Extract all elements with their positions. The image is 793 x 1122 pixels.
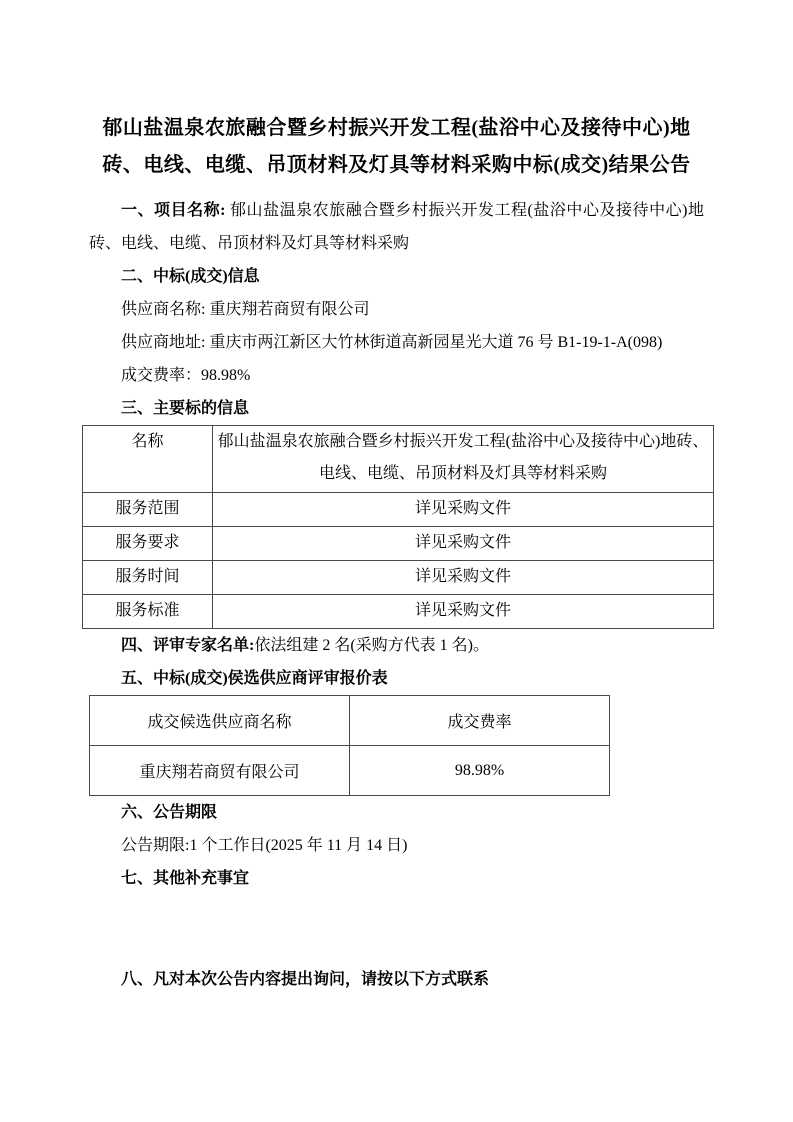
table-row [83, 527, 714, 561]
deal-rate-line [89, 359, 704, 392]
section-1-project-name [89, 194, 704, 260]
deal-rate-value: 98.98% [201, 367, 251, 384]
blank-space [89, 895, 704, 963]
section-3-heading: 三、主要标的信息 [121, 400, 250, 417]
announcement-period-line: 公告期限:1 个工作日(2025 年 11 月 14 日) [121, 837, 408, 854]
section-4-body: 依法组建 2 名(采购方代表 1 名)。 [254, 637, 490, 654]
deal-rate-label: 成交费率： [121, 367, 202, 384]
supplier-name-value: 重庆翔若商贸有限公司 [209, 301, 370, 318]
table-row [83, 561, 714, 595]
subject-row-label: 服务标准 [83, 595, 213, 629]
subject-info-table [82, 425, 714, 629]
candidate-name-cell: 重庆翔若商贸有限公司 [90, 746, 350, 796]
supplier-address-value: 重庆市两江新区大竹林街道高新园星光大道 76 号 B1-19-1-A(098) [209, 334, 663, 351]
section-4-experts-line [89, 629, 704, 662]
table-row [90, 746, 610, 796]
document-title [89, 110, 704, 184]
subject-row-label: 服务时间 [83, 561, 213, 595]
subject-row-label: 名称 [83, 426, 213, 493]
section-5-heading: 五、中标(成交)侯选供应商评审报价表 [121, 670, 388, 687]
section-1-label: 一、项目名称: [121, 202, 231, 219]
subject-row-value: 详见采购文件 [213, 595, 714, 629]
section-7-heading: 七、其他补充事宜 [121, 870, 250, 887]
supplier-name-label: 供应商名称: [121, 301, 210, 318]
section-4-label: 四、评审专家名单: [121, 637, 255, 654]
subject-row-value: 详见采购文件 [213, 527, 714, 561]
candidate-price-table [89, 695, 610, 796]
section-6-heading: 六、公告期限 [121, 804, 218, 821]
table-row [83, 426, 714, 493]
subject-row-value: 详见采购文件 [213, 561, 714, 595]
section-1-body: 郁山盐温泉农旅融合暨乡村振兴开发工程(盐浴中心及接待中心)地砖、电线、电缆、吊顶材料及灯具等材料采购 [89, 202, 704, 252]
subject-row-label: 服务范围 [83, 493, 213, 527]
candidate-name-header: 成交候选供应商名称 [90, 696, 350, 746]
supplier-address-label: 供应商地址: [121, 334, 210, 351]
table-row [83, 493, 714, 527]
subject-row-label: 服务要求 [83, 527, 213, 561]
subject-row-value: 郁山盐温泉农旅融合暨乡村振兴开发工程(盐浴中心及接待中心)地砖、电线、电缆、吊顶材料及灯具等材料采购 [213, 426, 714, 493]
document-title-line-1: 郁山盐温泉农旅融合暨乡村振兴开发工程(盐浴中心及接待中心)地 [102, 117, 691, 139]
deal-rate-cell: 98.98% [350, 746, 610, 796]
table-header-row [90, 696, 610, 746]
section-2-heading: 二、中标(成交)信息 [121, 268, 260, 285]
supplier-address-line [89, 326, 704, 359]
deal-rate-header: 成交费率 [350, 696, 610, 746]
table-row [83, 595, 714, 629]
subject-row-value: 详见采购文件 [213, 493, 714, 527]
section-8-heading: 八、凡对本次公告内容提出询问，请按以下方式联系 [121, 971, 490, 988]
document-title-line-2: 砖、电线、电缆、吊顶材料及灯具等材料采购中标(成交)结果公告 [102, 154, 691, 176]
supplier-name-line [89, 293, 704, 326]
